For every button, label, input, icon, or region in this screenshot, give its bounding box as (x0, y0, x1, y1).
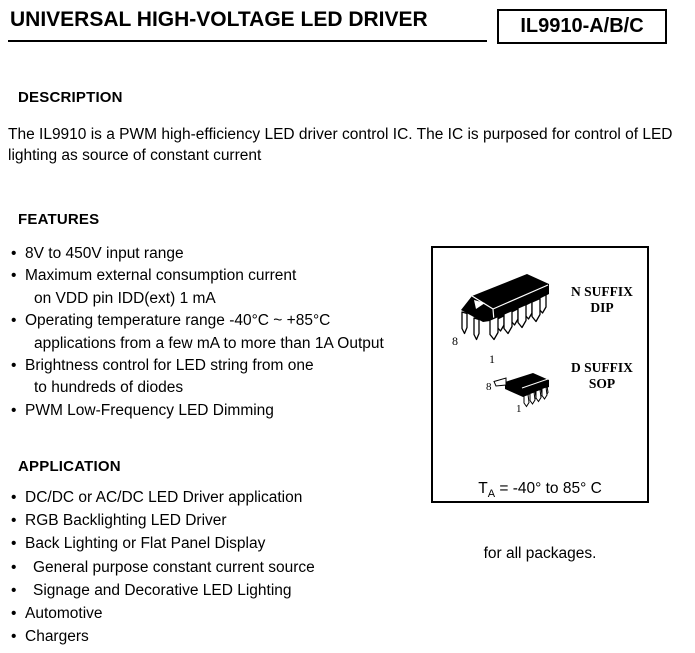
description-text: The IL9910 is a PWM high-efficiency LED driver control IC. The IC is purposed for control of LED lighting as source of constant current (8, 126, 673, 164)
application-item-text: RGB Backlighting LED Driver (25, 512, 227, 530)
dip-package-icon (447, 268, 567, 368)
application-item (8, 509, 436, 532)
temperature-note-line1: $T_A = -40^\circ$ to 85° C (478, 480, 602, 501)
title-rule (8, 40, 487, 42)
part-number-box (497, 9, 667, 44)
application-item (8, 532, 436, 555)
features-heading: FEATURES (18, 211, 100, 228)
feature-item (8, 310, 436, 355)
dip-pin8-label: 8 (452, 334, 458, 348)
bullet-icon: • (11, 357, 17, 375)
bullet-icon: • (11, 628, 17, 646)
application-item (8, 486, 436, 509)
feature-item (8, 400, 436, 422)
temperature-note (433, 439, 647, 604)
application-item-text: Back Lighting or Flat Panel Display (25, 535, 266, 553)
features-list (8, 243, 436, 422)
application-item (8, 579, 436, 602)
application-item-text: Chargers (25, 628, 89, 646)
description-heading: DESCRIPTION (18, 89, 123, 106)
application-item (8, 556, 436, 579)
feature-item-text: applications from a few mA to more than 1A Output (34, 334, 384, 352)
sop-label: D SUFFIX SOP (571, 360, 633, 391)
bullet-icon: • (11, 535, 17, 553)
feature-item-text: to hundreds of diodes (34, 379, 184, 397)
temperature-note-line2: for all packages. (483, 545, 597, 563)
application-heading: APPLICATION (18, 458, 121, 475)
feature-item-text: on VDD pin IDD(ext) 1 mA (34, 289, 216, 307)
bullet-icon: • (11, 558, 17, 576)
feature-item-text: Operating temperature range -40°C ~ +85°C (25, 312, 331, 330)
application-item-text: General purpose constant current source (33, 558, 315, 576)
application-item-text: Signage and Decorative LED Lighting (33, 581, 292, 599)
application-item (8, 625, 436, 648)
application-item-text: Automotive (25, 605, 103, 623)
sop-pin8-label: 8 (486, 381, 492, 393)
application-item (8, 602, 436, 625)
bullet-icon: • (11, 512, 17, 530)
bullet-icon: • (11, 312, 17, 330)
bullet-icon: • (11, 245, 17, 262)
bullet-icon: • (11, 605, 17, 623)
feature-item (8, 243, 436, 265)
dip-pin1-label: 1 (489, 352, 495, 366)
package-diagram-box (431, 246, 649, 563)
bullet-icon: • (11, 267, 17, 285)
feature-item-text: Brightness control for LED string from one (25, 357, 314, 375)
sop-pin1-label: 1 (516, 403, 522, 415)
application-list (8, 486, 436, 648)
bullet-icon: • (11, 401, 17, 419)
feature-item-text: 8V to 450V input range (25, 245, 184, 262)
feature-item (8, 355, 436, 400)
feature-item-text: PWM Low-Frequency LED Dimming (25, 401, 274, 419)
feature-item (8, 265, 436, 310)
dip-label: N SUFFIX DIP (571, 284, 633, 315)
bullet-icon: • (11, 581, 17, 599)
feature-item-text: Maximum external consumption current (25, 267, 297, 285)
bullet-icon: • (11, 489, 17, 506)
application-item-text: DC/DC or AC/DC LED Driver application (25, 489, 303, 506)
part-number: IL9910-A/B/C (520, 15, 644, 37)
page-title: UNIVERSAL HIGH-VOLTAGE LED DRIVER (10, 8, 428, 31)
